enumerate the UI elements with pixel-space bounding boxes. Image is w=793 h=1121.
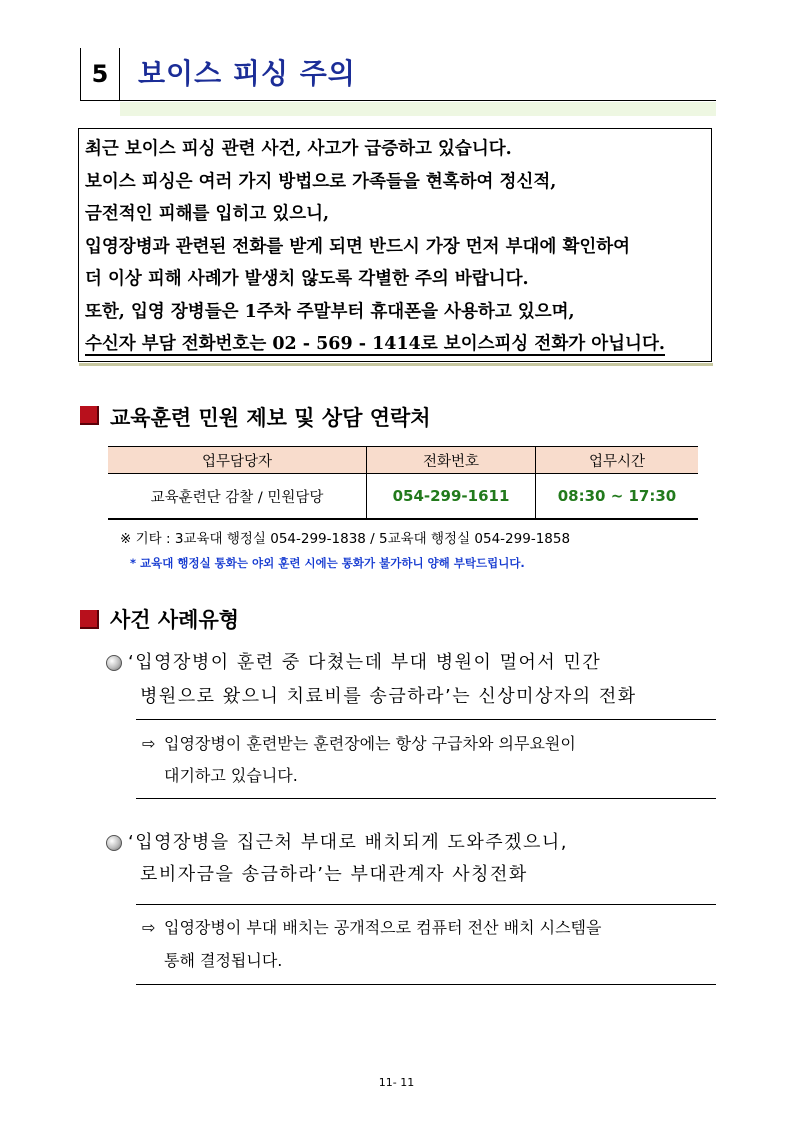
- notice-line: 더 이상 피해 사례가 발생치 않도록 각별한 주의 바랍니다.: [85, 269, 529, 289]
- bullet-icon: [106, 835, 122, 851]
- cases-heading: 사건 사례유형: [110, 608, 240, 632]
- table-header-row: [108, 447, 698, 474]
- arrow-right-icon: ⇨: [142, 918, 156, 937]
- answer-line: 대기하고 있습니다.: [164, 766, 298, 785]
- bullet-icon: [106, 655, 122, 671]
- notice-line: 입영장병과 관련된 전화를 받게 되면 반드시 가장 먼저 부대에 확인하여: [85, 236, 631, 257]
- hotline-number: 수신자 부담 전화번호는 02 - 569 - 1414: [85, 334, 421, 354]
- table-cell: 교육훈련단 감찰 / 민원담당: [108, 474, 367, 520]
- table-header: 업무담당자: [108, 447, 367, 474]
- title-band: [120, 102, 716, 116]
- phone-number: 054-299-1611: [367, 474, 536, 520]
- contact-note: * 교육대 행정실 통화는 야외 훈련 시에는 통화가 불가하니 양해 부탁드립니다.: [130, 556, 525, 570]
- arrow-right-icon: ⇨: [142, 734, 156, 753]
- table-header: 전화번호: [367, 447, 536, 474]
- notice-line: 금전적인 피해를 입히고 있으니,: [85, 204, 330, 224]
- answer-line: [142, 728, 576, 760]
- business-hours: 08:30 ~ 17:30: [536, 474, 699, 520]
- answer-text: 입영장병이 부대 배치는 공개적으로 컴퓨터 전산 배치 시스템을: [164, 918, 602, 937]
- table-header: 업무시간: [536, 447, 699, 474]
- case-line: ‘입영장병이 훈련 중 다쳤는데 부대 병원이 멀어서 민간: [128, 652, 602, 673]
- contact-table: [108, 446, 698, 520]
- answer-line: [142, 912, 601, 944]
- notice-line-last: [85, 328, 711, 361]
- contact-heading: 교육훈련 민원 제보 및 상담 연락처: [110, 406, 431, 430]
- answer-bottom-rule: [136, 984, 716, 985]
- other-contacts: ※ 기타 : 3교육대 행정실 054-299-1838 / 5교육대 행정실 054-299-1858: [120, 531, 571, 547]
- page-number: 11- 11: [378, 1076, 415, 1089]
- answer-text: 입영장병이 훈련받는 훈련장에는 항상 구급차와 의무요원이: [164, 734, 576, 753]
- notice-line: 보이스 피싱은 여러 가지 방법으로 가족들을 현혹하여 정신적,: [85, 171, 557, 192]
- notice-line: 또한, 입영 장병들은 1주차 주말부터 휴대폰을 사용하고 있으며,: [85, 301, 575, 322]
- case-line: ‘입영장병을 집근처 부대로 배치되게 도와주겠으니,: [128, 832, 568, 853]
- notice-box: [78, 128, 712, 362]
- case-line: 로비자금을 송금하라’는 부대관계자 사칭전화: [140, 864, 528, 885]
- section-marker-icon: [80, 610, 99, 629]
- case-line: 병원으로 왔으니 치료비를 송금하라’는 신상미상자의 전화: [140, 686, 637, 707]
- section-number: 5: [80, 48, 120, 100]
- answer-bottom-rule: [136, 798, 716, 799]
- answer-top-rule: [136, 904, 716, 905]
- answer-top-rule: [136, 719, 716, 720]
- notice-line: 최근 보이스 피싱 관련 사건, 사고가 급증하고 있습니다.: [85, 139, 512, 159]
- title-underline: [80, 100, 716, 101]
- table-row: [108, 474, 698, 520]
- notice-bottom-bar: [79, 363, 713, 366]
- hotline-text: 로 보이스피싱 전화가 아닙니다.: [420, 334, 665, 354]
- answer-line: 통해 결정됩니다.: [164, 951, 283, 970]
- section-marker-icon: [80, 406, 99, 425]
- page-title: 보이스 피싱 주의: [138, 57, 356, 90]
